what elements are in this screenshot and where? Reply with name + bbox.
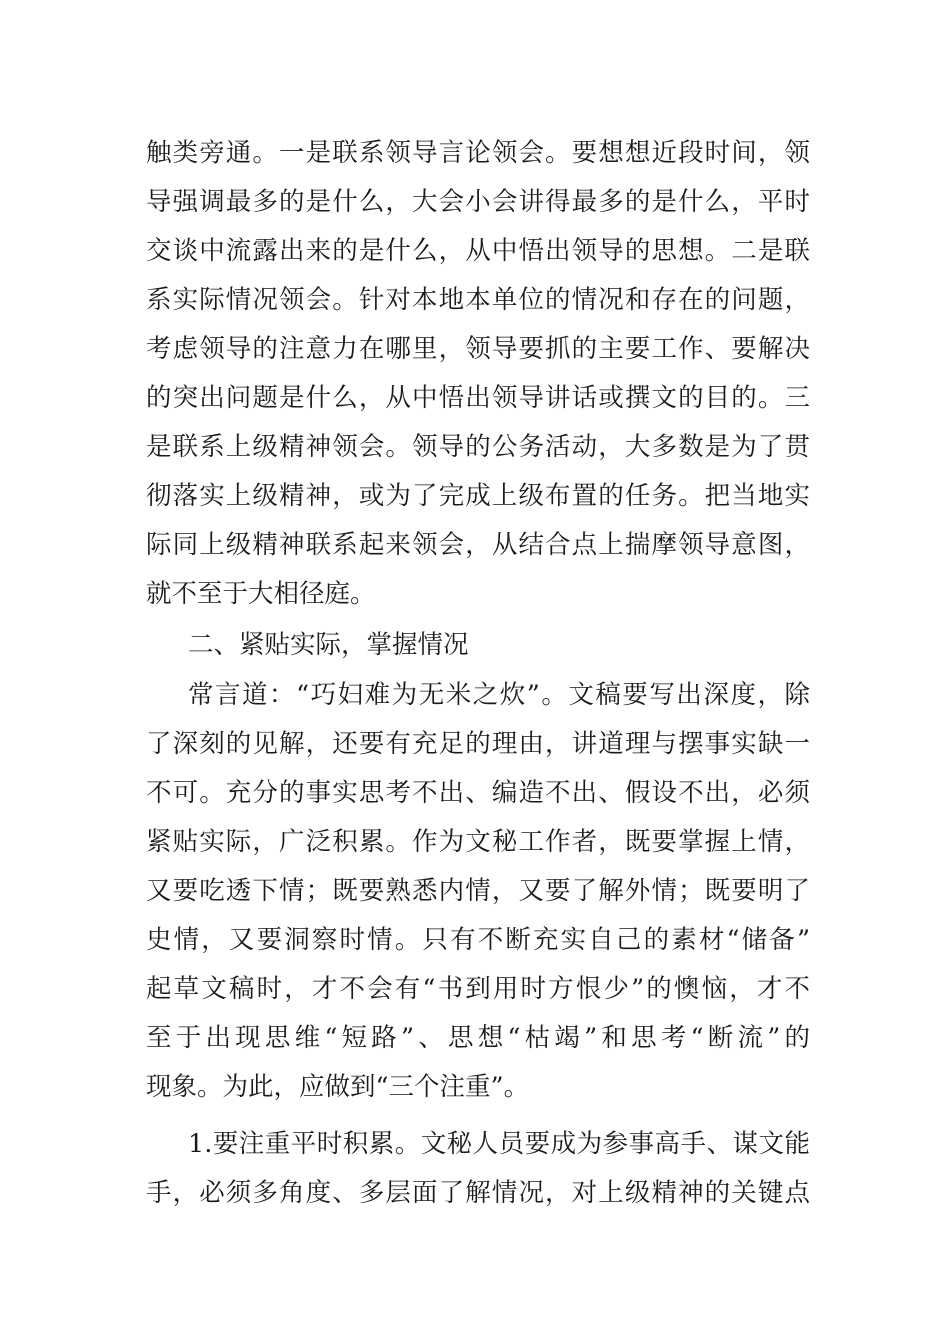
paragraph-3-line-2: 手，必须多角度、多层面了解情况，对上级精神的关键点 bbox=[146, 1178, 810, 1208]
paragraph-1-line-3: 交谈中流露出来的是什么，从中悟出领导的思想。二是联 bbox=[146, 236, 810, 266]
paragraph-1-line-2: 导强调最多的是什么，大会小会讲得最多的是什么，平时 bbox=[146, 187, 810, 217]
paragraph-1-line-9: 际同上级精神联系起来领会，从结合点上揣摩领导意图， bbox=[146, 530, 810, 560]
paragraph-2-line-2: 了深刻的见解，还要有充足的理由，讲道理与摆事实缺一 bbox=[146, 729, 810, 759]
paragraph-1-line-5: 考虑领导的注意力在哪里，领导要抓的主要工作、要解决 bbox=[146, 334, 810, 364]
paragraph-1-line-8: 彻落实上级精神，或为了完成上级布置的任务。把当地实 bbox=[146, 481, 810, 511]
paragraph-2-line-8: 至于出现思维“短路”、思想“枯竭”和思考“断流”的 bbox=[146, 1023, 810, 1053]
paragraph-1-line-10: 就不至于大相径庭。 bbox=[146, 579, 376, 609]
paragraph-2-line-1: 常言道：“巧妇难为无米之炊”。文稿要写出深度，除 bbox=[188, 680, 810, 710]
paragraph-2-line-4: 紧贴实际，广泛积累。作为文秘工作者，既要掌握上情， bbox=[146, 827, 810, 857]
paragraph-1-line-4: 系实际情况领会。针对本地本单位的情况和存在的问题， bbox=[146, 285, 810, 315]
paragraph-2-line-3: 不可。充分的事实思考不出、编造不出、假设不出，必须 bbox=[146, 778, 810, 808]
paragraph-2-line-9: 现象。为此，应做到“三个注重”。 bbox=[146, 1072, 530, 1102]
section-heading: 二、紧贴实际，掌握情况 bbox=[188, 630, 469, 660]
paragraph-1-line-7: 是联系上级精神领会。领导的公务活动，大多数是为了贯 bbox=[146, 432, 810, 462]
paragraph-3-line-1: 1.要注重平时积累。文秘人员要成为参事高手、谋文能 bbox=[188, 1129, 810, 1159]
paragraph-1-line-1: 触类旁通。一是联系领导言论领会。要想想近段时间，领 bbox=[146, 138, 810, 168]
paragraph-1-line-6: 的突出问题是什么，从中悟出领导讲话或撰文的目的。三 bbox=[146, 383, 810, 413]
paragraph-2-line-5: 又要吃透下情；既要熟悉内情，又要了解外情；既要明了 bbox=[146, 876, 810, 906]
paragraph-2-line-6: 史情，又要洞察时情。只有不断充实自己的素材“储备” bbox=[146, 925, 810, 955]
paragraph-2-line-7: 起草文稿时，才不会有“书到用时方恨少”的懊恼，才不 bbox=[146, 974, 810, 1004]
